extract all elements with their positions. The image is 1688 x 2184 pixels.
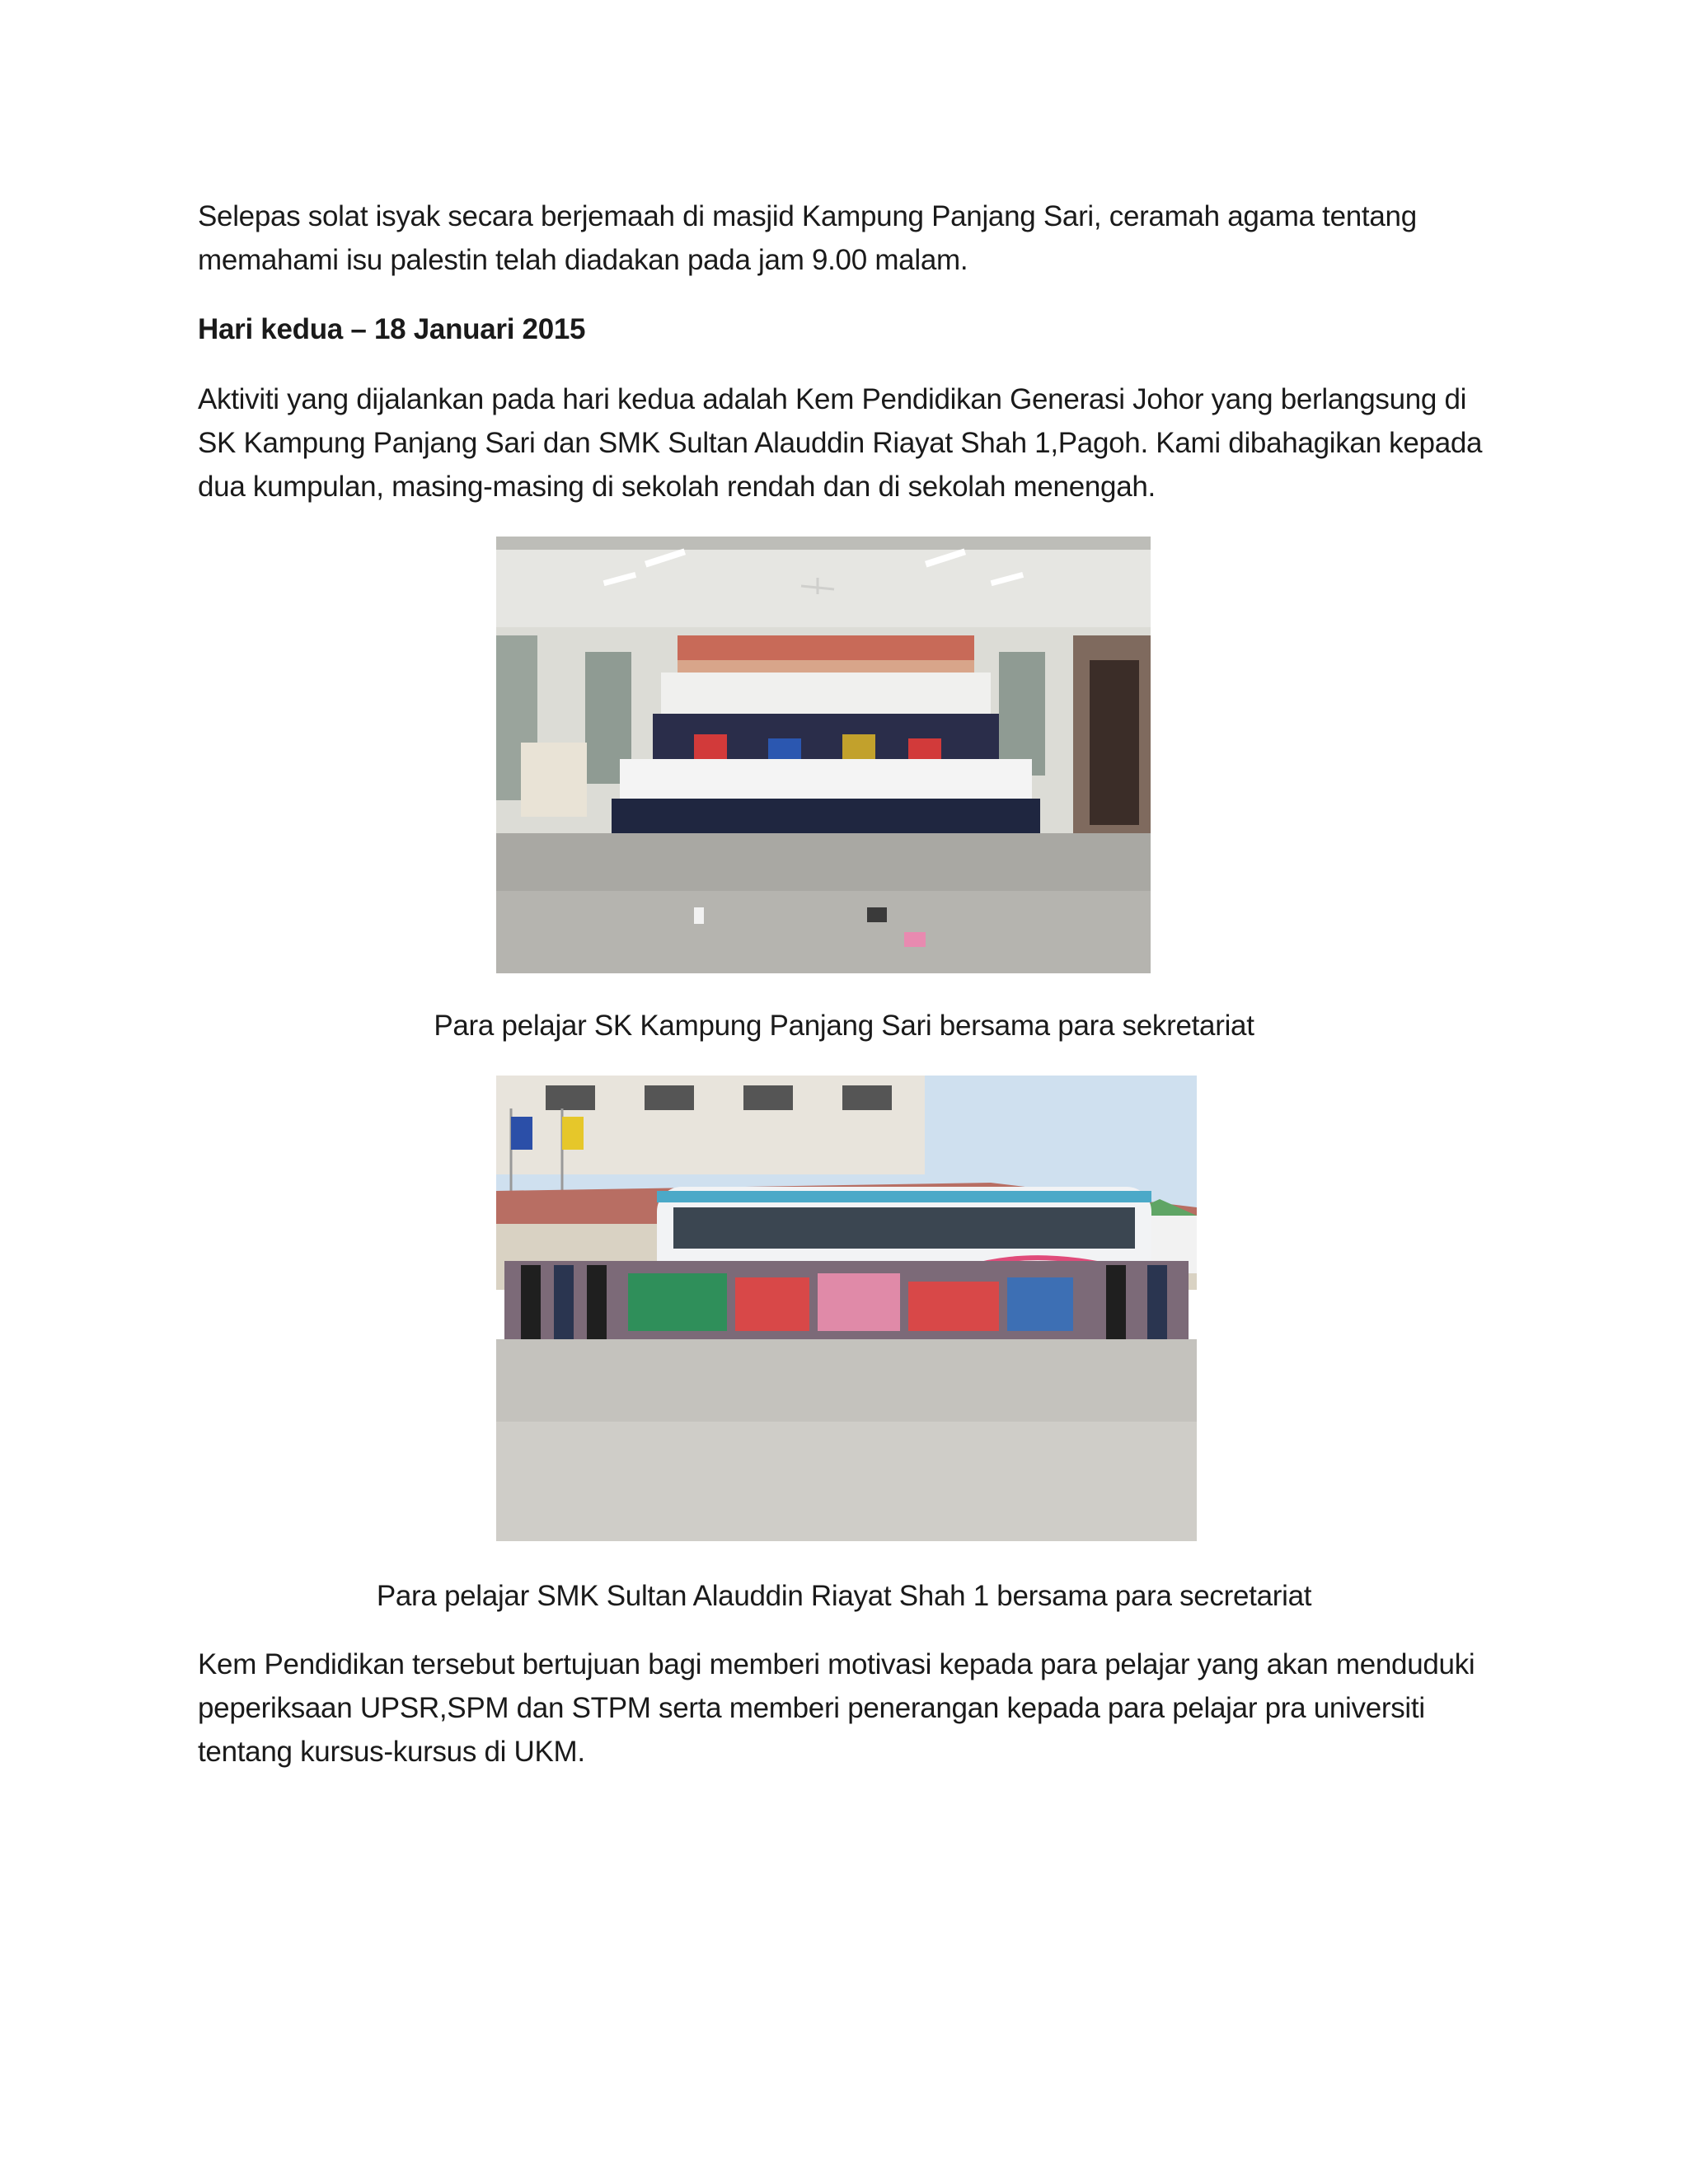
group-photo-bus [496,1076,1197,1541]
figure-caption-2: Para pelajar SMK Sultan Alauddin Riayat Shah 1 bersama para secretariat [376,1580,1312,1612]
figure-caption-1: Para pelajar SK Kampung Panjang Sari bersama para sekretariat [434,1010,1254,1042]
hall-photo-image [496,537,1151,973]
group-photo-hall [496,537,1151,973]
section-heading: Hari kedua – 18 Januari 2015 [198,313,586,345]
paragraph-ceramah: Selepas solat isyak secara berjemaah di masjid Kampung Panjang Sari, ceramah agama tentang memahami isu palestin telah diadakan pada jam 9.00 malam. [198,200,1417,276]
bus-photo-image [496,1076,1197,1541]
paragraph-aktiviti: Aktiviti yang dijalankan pada hari kedua adalah Kem Pendidikan Generasi Johor yang berlangsung di SK Kampung Panjang Sari dan SMK Sultan Alauddin Riayat Shah 1,Pagoh. Kami dibahagikan kepada dua kumpulan, masing-masing di sekolah rendah dan di sekolah menengah. [198,383,1483,503]
paragraph-kem-pendidikan: Kem Pendidikan tersebut bertujuan bagi memberi motivasi kepada para pelajar yang akan menduduki peperiksaan UPSR,SPM dan STPM serta memberi penerangan kepada para pelajar pra universiti tentang kursus-kursus di UKM. [198,1648,1475,1768]
